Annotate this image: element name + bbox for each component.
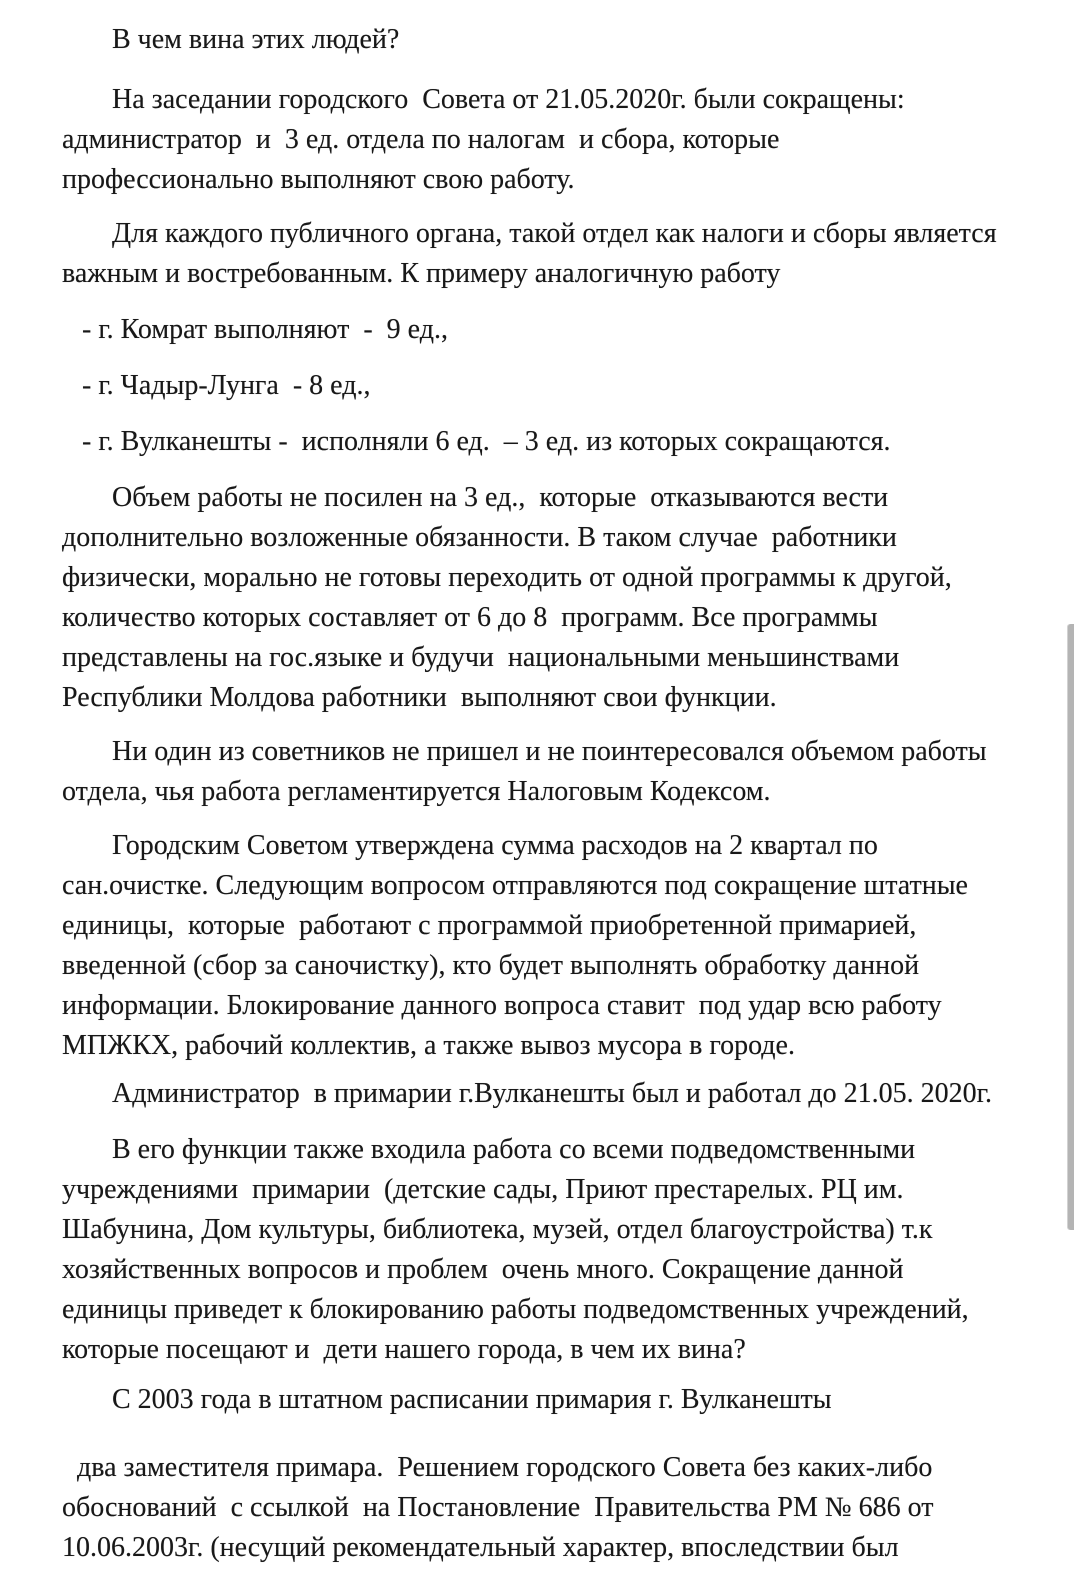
text-line: представлены на гос.языке и будучи национальными меньшинствами (62, 642, 900, 673)
paragraph-heading (62, 20, 1048, 60)
text-line: обоснований с ссылкой на Постановление Правительства РМ № 686 от (62, 1492, 934, 1523)
paragraph (62, 1380, 1048, 1420)
text-line: введенной (сбор за саночистку), кто будет выполнять обработку данной (62, 950, 920, 981)
text-line: важным и востребованным. К примеру аналогичную работу (62, 258, 781, 289)
paragraph (62, 1130, 1048, 1370)
text-line: информации. Блокирование данного вопроса ставит под удар всю работу (62, 990, 942, 1021)
text-line: Объем работы не посилен на 3 ед., которые отказываются вести (112, 482, 889, 513)
paragraph (62, 732, 1048, 812)
text-line: отдела, чья работа регламентируется Налоговым Кодексом. (62, 776, 771, 807)
text-line: - г. Вулканешты - исполняли 6 ед. – 3 ед. из которых сокращаются. (82, 426, 891, 457)
text-line: МПЖКХ, рабочий коллектив, а также вывоз мусора в городе. (62, 1030, 795, 1061)
text-line: 10.06.2003г. (несущий рекомендательный характер, впоследствии был (62, 1532, 899, 1563)
text-line: Шабунина, Дом культуры, библиотека, музей, отдел благоустройства) т.к (62, 1214, 933, 1245)
paragraph (62, 1448, 1048, 1568)
text-line: учреждениями примарии (детские сады, Приют престарелых. РЦ им. (62, 1174, 904, 1205)
text-line: С 2003 года в штатном расписании примария г. Вулканешты (112, 1384, 832, 1415)
text-line: профессионально выполняют свою работу. (62, 164, 575, 195)
paragraph (62, 310, 1048, 350)
text-line: - г. Чадыр-Лунга - 8 ед., (82, 370, 371, 401)
paragraph (62, 214, 1048, 294)
document-text (62, 20, 1048, 1568)
scrollbar-thumb[interactable] (1067, 624, 1074, 1230)
text-line: два заместителя примара. Решением городского Совета без каких-либо (77, 1452, 933, 1483)
text-line: Городским Советом утверждена сумма расходов на 2 квартал по (112, 830, 878, 861)
text-line: физически, морально не готовы переходить от одной программы к другой, (62, 562, 952, 593)
text-line: Администратор в примарии г.Вулканешты был и работал до 21.05. 2020г. (112, 1078, 992, 1109)
text-line: - г. Комрат выполняют - 9 ед., (82, 314, 448, 345)
text-line: администратор и 3 ед. отдела по налогам и сбора, которые (62, 124, 780, 155)
text-line: дополнительно возложенные обязанности. В таком случае работники (62, 522, 897, 553)
paragraph (62, 1074, 1048, 1114)
text-line: Для каждого публичного органа, такой отдел как налоги и сборы является (112, 218, 997, 249)
text-line: единицы приведет к блокированию работы подведомственных учреждений, (62, 1294, 969, 1325)
text-line: В чем вина этих людей? (112, 24, 400, 55)
text-line: В его функции также входила работа со всеми подведомственными (112, 1134, 916, 1165)
text-line: которые посещают и дети нашего города, в чем их вина? (62, 1334, 746, 1365)
paragraph (62, 478, 1048, 718)
text-line: единицы, которые работают с программой приобретенной примарией, (62, 910, 917, 941)
paragraph (62, 422, 1048, 462)
text-line: Ни один из советников не пришел и не поинтересовался объемом работы (112, 736, 987, 767)
text-line: сан.очистке. Следующим вопросом отправляются под сокращение штатные (62, 870, 968, 901)
paragraph (62, 80, 1048, 200)
text-line: количество которых составляет от 6 до 8 программ. Все программы (62, 602, 878, 633)
text-line: На заседании городского Совета от 21.05.2020г. были сокращены: (112, 84, 905, 115)
text-line: Республики Молдова работники выполняют свои функции. (62, 682, 777, 713)
text-line: хозяйственных вопросов и проблем очень много. Сокращение данной (62, 1254, 904, 1285)
paragraph (62, 826, 1048, 1066)
paragraph (62, 366, 1048, 406)
